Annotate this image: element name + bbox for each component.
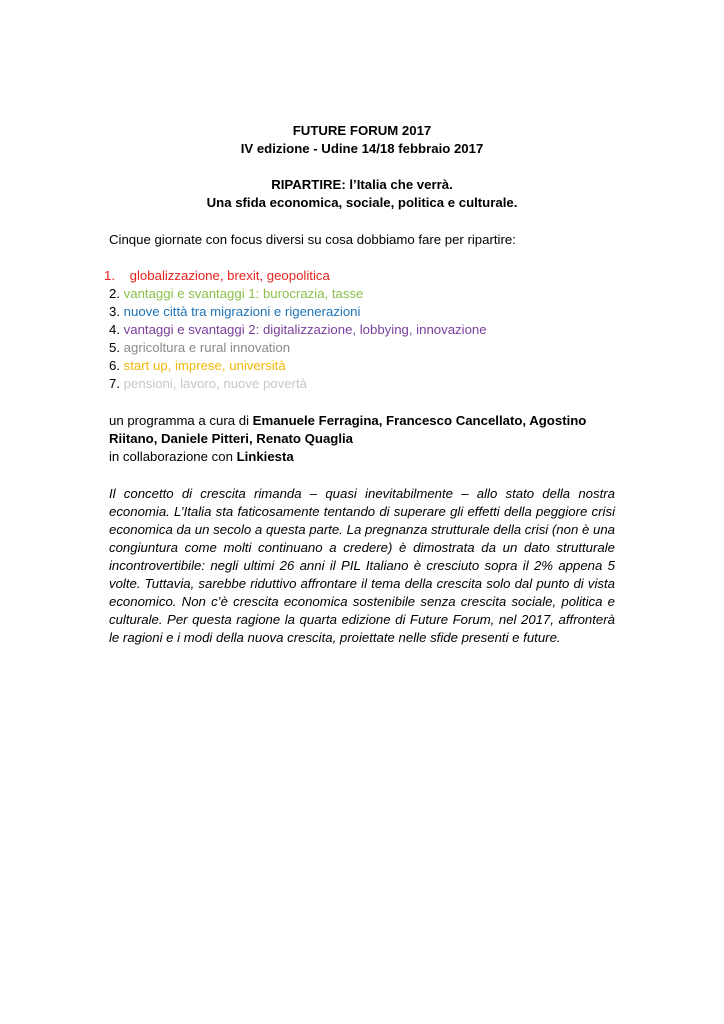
event-header: [109, 122, 615, 158]
abstract-paragraph: Il concetto di crescita rimanda – quasi inevitabilmente – allo stato della nostra economia. L’Italia sta faticosamente tentando di superare gli effetti della peggiore crisi economica da un secolo a questa parte. La pregnanza strutturale della crisi (non è una congiuntura come molti continuano a credere) è dimostrata da un dato strutturale incontrovertibile: negli ultimi 26 anni il PIL Italiano è cresciuto sopra il 2% appena 5 volte. Tuttavia, sarebbe riduttivo affrontare il tema della crescita solo dal punto di vista economico. Non c’è crescita economica sostenibile senza crescita sociale, politica e culturale. Per questa ragione la quarta edizione di Future Forum, nel 2017, affronterà le ragioni e i modi della nuova crescita, proiettate nelle sfide presenti e future.: [109, 486, 615, 645]
topic-item-2: [109, 285, 615, 303]
intro-text: Cinque giornate con focus diversi su cosa dobbiamo fare per ripartire:: [109, 232, 516, 247]
topic-number: 1.: [104, 268, 115, 283]
topic-item-1: [104, 267, 615, 285]
curators-names: Emanuele Ferragina, Francesco Cancellato, Agostino Riitano, Daniele Pitteri, Renato Quaglia: [109, 413, 587, 446]
topic-text: agricoltura e rural innovation: [123, 340, 291, 355]
topic-text: globalizzazione, brexit, geopolitica: [129, 268, 330, 283]
partner-name: Linkiesta: [236, 449, 294, 464]
curators-prefix: un programma a cura di: [109, 413, 253, 428]
document-page: [104, 122, 615, 647]
theme-subtitle: Una sfida economica, sociale, politica e culturale.: [206, 195, 518, 210]
topic-item-7: [109, 375, 615, 393]
event-title: FUTURE FORUM 2017: [292, 123, 432, 138]
topic-number: 7.: [109, 376, 120, 391]
topic-text: vantaggi e svantaggi 2: digitalizzazione, lobbying, innovazione: [123, 322, 487, 337]
topic-text: vantaggi e svantaggi 1: burocrazia, tasse: [123, 286, 364, 301]
topic-item-3: [109, 303, 615, 321]
topic-text: pensioni, lavoro, nuove povertà: [123, 376, 307, 391]
topic-number: 3.: [109, 304, 120, 319]
topic-number: 2.: [109, 286, 120, 301]
credits-block: [109, 412, 615, 466]
topic-item-4: [109, 321, 615, 339]
event-edition: IV edizione - Udine 14/18 febbraio 2017: [240, 141, 484, 156]
topic-number: 6.: [109, 358, 120, 373]
topics-list: [104, 267, 615, 393]
theme-header: [109, 176, 615, 212]
topic-text: nuove città tra migrazioni e rigenerazioni: [123, 304, 361, 319]
topic-item-5: [109, 339, 615, 357]
collaboration-prefix: in collaborazione con: [109, 449, 237, 464]
topic-item-6: [109, 357, 615, 375]
topic-text: start up, imprese, università: [123, 358, 286, 373]
topic-number: 5.: [109, 340, 120, 355]
topic-number: 4.: [109, 322, 120, 337]
collaboration-line: [109, 448, 615, 466]
theme-title: RIPARTIRE: l’Italia che verrà.: [271, 177, 453, 192]
curators-line: [109, 412, 615, 448]
